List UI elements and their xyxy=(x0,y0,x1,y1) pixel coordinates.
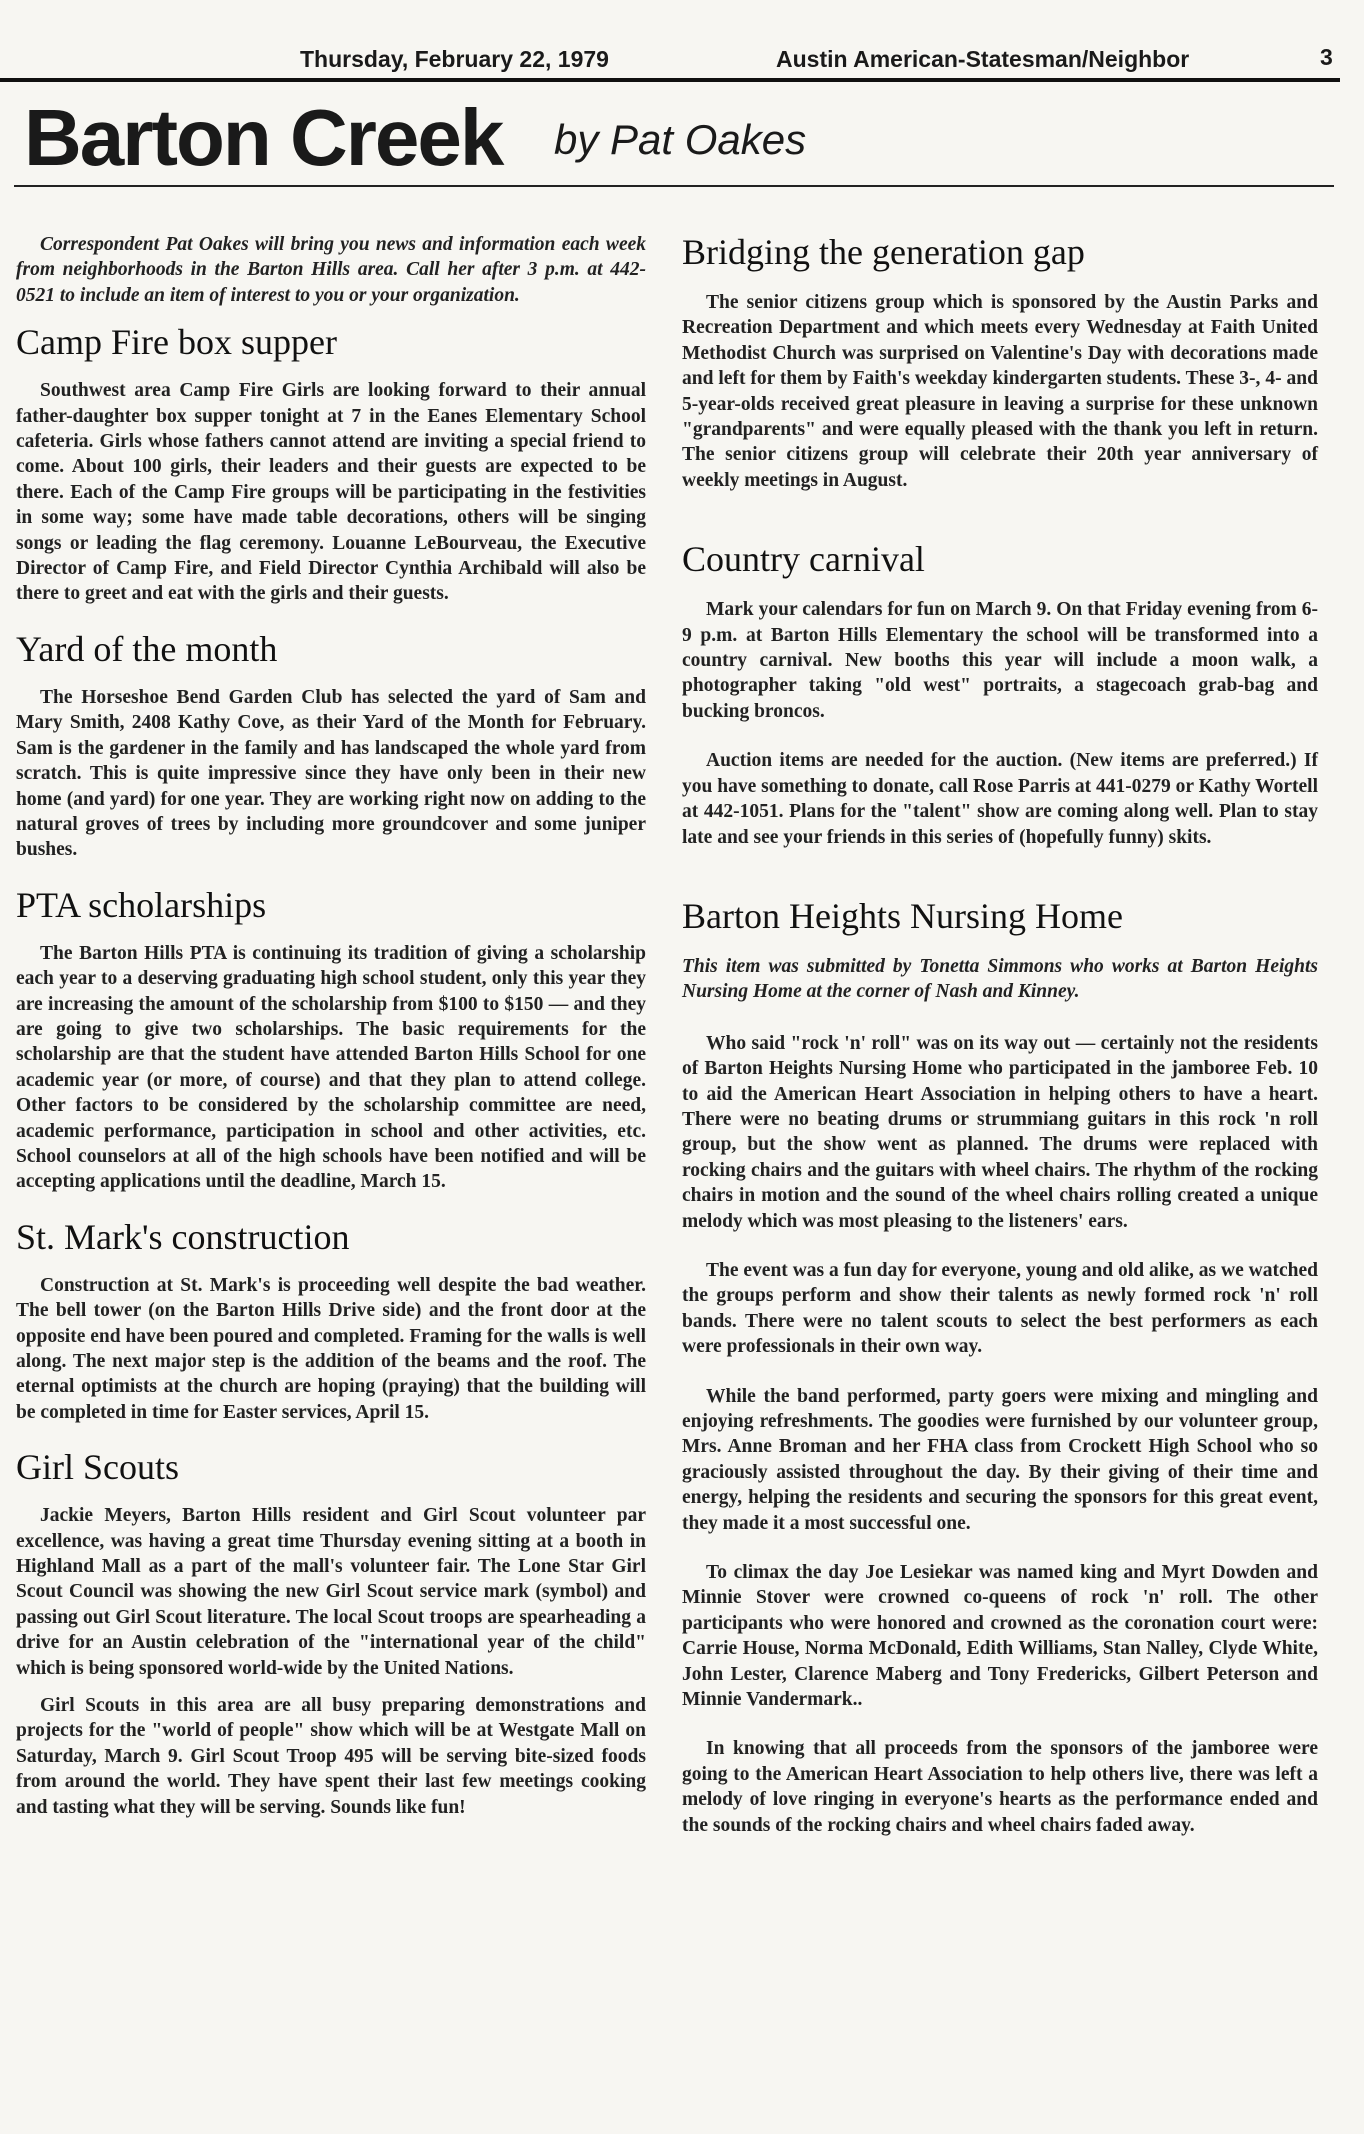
article-paragraph: To climax the day Joe Lesiekar was named king and Myrt Dowden and Minnie Stover were crowned co-queens of rock 'n' roll. The other participants who were honored and crowned as the coronation court were: Carrie House, Norma McDonald, Edith Williams, Stan Nalley, Clyde White, John Lester, Clarence Maberg and Tony Fredericks, Gilbert Peterson and Minnie Vandermark.. xyxy=(682,1562,1318,1711)
headline-country-carnival: Country carnival xyxy=(682,539,925,580)
headline-yard-of-the-month: Yard of the month xyxy=(16,628,278,669)
headline-camp-fire-box-supper: Camp Fire box supper xyxy=(16,322,337,363)
headline-girl-scouts: Girl Scouts xyxy=(16,1447,180,1488)
issue-date: Thursday, February 22, 1979 xyxy=(300,46,609,72)
page-number: 3 xyxy=(1320,44,1333,70)
article-paragraph: Auction items are needed for the auction. (New items are preferred.) If you have something to donate, call Rose Parris at 441-0279 or Kathy Wortell at 442-1051. Plans for the "talent" show are coming along well. Plan to stay late and see your friends in this series of (hopefully funny) skits. xyxy=(682,750,1318,848)
article-paragraph: Construction at St. Mark's is proceeding well despite the bad weather. The bell tower (on the Barton Hills Drive side) and the front door at the opposite end have been poured and completed. Framing for the walls is well along. The next major step is the addition of the beams and the roof. The eternal optimists at the church are hoping (praying) that the building will be completed in time for Easter services, April 15. xyxy=(16,1274,646,1423)
headline-barton-heights-nursing-home: Barton Heights Nursing Home xyxy=(682,895,1123,936)
title-rule xyxy=(14,185,1334,187)
byline: by Pat Oakes xyxy=(554,116,807,163)
headline-st-mark-s-construction: St. Mark's construction xyxy=(16,1216,350,1257)
article-paragraph: The event was a fun day for everyone, young and old alike, as we watched the groups perform and show their talents as newly formed rock 'n' roll bands. There were no talent scouts to select the best performers as each were professionals in their own way. xyxy=(682,1259,1318,1358)
masthead-rule xyxy=(0,78,1340,82)
right-column xyxy=(682,232,1318,1838)
article-paragraph: The Barton Hills PTA is continuing its tradition of giving a scholarship each year to a deserving graduating high school student, only this year they are increasing the amount of the scholarship from $100 to $150 — and they are going to give two scholarships. The basic requirements for the scholarship are that the student have attended Barton Hills School for one academic year (or more, of course) and that they plan to attend college. Other factors to be considered by the scholarship committee are need, academic performance, participation in school and other activities, etc. School counselors at all of the high schools have been notified and will be accepting applications until the deadline, March 15. xyxy=(16,942,646,1193)
article-paragraph: Who said "rock 'n' roll" was on its way out — certainly not the residents of Barton Heights Nursing Home who participated in the jamboree Feb. 10 to aid the American Heart Association in helping others to have a heart. There were no beating drums or strummiang guitars in this rock 'n roll group, but the show went as planned. The drums were replaced with rocking chairs and the guitars with wheel chairs. The rhythm of the rocking chairs in motion and the sound of the wheel chairs rolling created a unique melody which was most pleasing to the listeners' ears. xyxy=(682,1032,1318,1232)
headline-pta-scholarships: PTA scholarships xyxy=(16,884,267,925)
article-paragraph: Girl Scouts in this area are all busy preparing demonstrations and projects for the "world of people" show which will be at Westgate Mall on Saturday, March 9. Girl Scout Troop 495 will be serving bite-sized foods from around the world. They have spent their last few meetings cooking and tasting what they will be serving. Sounds like fun! xyxy=(16,1695,646,1818)
article-paragraph: While the band performed, party goers were mixing and mingling and enjoying refreshments. The goodies were furnished by our volunteer group, Mrs. Anne Broman and her FHA class from Crockett High School who so graciously assisted throughout the day. By their giving of their time and energy, helping the residents and securing the sponsors for this great event, they made it a most successful one. xyxy=(682,1385,1318,1534)
article-paragraph: In knowing that all proceeds from the sponsors of the jamboree were going to the American Heart Association to help others live, there was left a melody of love ringing in everyone's hearts as the performance ended and the sounds of the rocking chairs and wheel chairs faded away. xyxy=(682,1738,1318,1836)
article-paragraph: The senior citizens group which is sponsored by the Austin Parks and Recreation Department and which meets every Wednesday at Faith United Methodist Church was surprised on Valentine's Day with decorations made and left for them by Faith's weekday kindergarten students. These 3-, 4- and 5-year-olds received great pleasure in leaving a surprise for these unknown "grandparents" and were equally pleased with the thank you left in return. The senior citizens group will celebrate their 20th year anniversary of weekly meetings in August. xyxy=(682,292,1318,491)
masthead xyxy=(0,40,1364,80)
article-paragraph: Southwest area Camp Fire Girls are looking forward to their annual father-daughter box supper tonight at 7 in the Eanes Elementary School cafeteria. Girls whose fathers cannot attend are inviting a special friend to come. About 100 girls, their leaders and their guests are expected to be there. Each of the Camp Fire groups will be participating in the festivities in some way; some have made table decorations, others will be singing songs or leading the flag ceremony. Louanne LeBourveau, the Executive Director of Camp Fire, and Field Director Cynthia Archibald will also be there to greet and eat with the girls and their guests. xyxy=(16,380,646,605)
headline-bridging-the-generation-gap: Bridging the generation gap xyxy=(682,232,1085,272)
article-paragraph: Jackie Meyers, Barton Hills resident and Girl Scout volunteer par excellence, was having a great time Thursday evening sitting at a booth in Highland Mall as a part of the mall's volunteer fair. The Lone Star Girl Scout Council was showing the new Girl Scout service mark (symbol) and passing out Girl Scout literature. The local Scout troops are spearheading a drive for an Austin celebration of the "international year of the child" which is being sponsored world-wide by the United Nations. xyxy=(16,1505,646,1679)
newspaper-name: Austin American-Statesman/Neighbor xyxy=(776,46,1190,72)
article-paragraph: Mark your calendars for fun on March 9. On that Friday evening from 6-9 p.m. at Barton Hills Elementary the school will be transformed into a country carnival. New booths this year will include a moon walk, a photographer taking "old west" portraits, a stagecoach grab-bag and bucking broncos. xyxy=(682,599,1318,722)
left-column xyxy=(16,232,646,1820)
article-paragraph: The Horseshoe Bend Garden Club has selected the yard of Sam and Mary Smith, 2408 Kathy Cove, as their Yard of the Month for February. Sam is the gardener in the family and has landscaped the whole yard from scratch. This is quite impressive since they have only been in their new home (and yard) for one year. They are working right now on adding to the natural groves of trees by including more groundcover and some juniper bushes. xyxy=(16,686,646,861)
submission-note: This item was submitted by Tonetta Simmons who works at Barton Heights Nursing Home at the corner of Nash and Kinney. xyxy=(682,955,1318,1003)
column-title: Barton Creek xyxy=(24,93,503,182)
correspondent-intro: Correspondent Pat Oakes will bring you news and information each week from neighborhoods in the Barton Hills area. Call her after 3 p.m. at 442-0521 to include an item of interest to you or your organization. xyxy=(16,234,646,306)
